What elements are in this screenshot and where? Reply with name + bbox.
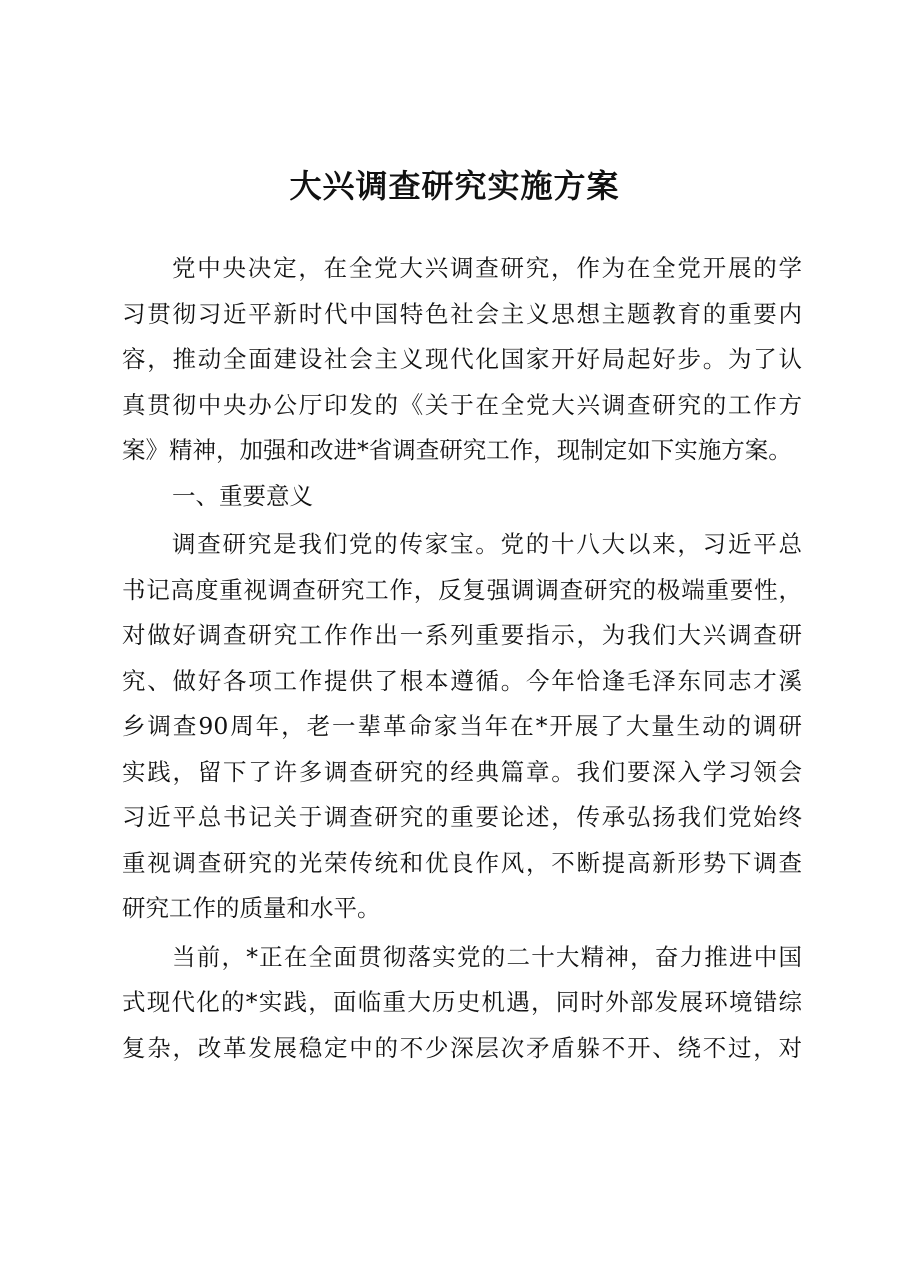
paragraph-current-situation — [122, 935, 802, 1072]
section-heading — [122, 474, 802, 520]
heading-line: 一、重要意义 — [172, 481, 313, 510]
text-line: 对做好调查研究工作作出一系列重要指示，为我们大兴调查研 — [122, 621, 802, 649]
text-line: 实践，留下了许多调查研究的经典篇章。我们要深入学习领会 — [122, 757, 802, 786]
text-line: 容，推动全面建设社会主义现代化国家开好局起好步。为了认 — [122, 345, 802, 373]
paragraph-significance — [122, 522, 802, 932]
text-line: 式现代化的*实践，面临重大历史机遇，同时外部发展环境错综 — [122, 988, 802, 1016]
text-line: 真贯彻中央办公厅印发的《关于在全党大兴调查研究的工作方 — [122, 390, 802, 419]
text-line: 乡调查90周年，老一辈革命家当年在*开展了大量生动的调研 — [122, 712, 802, 740]
text-line: 案》精神，加强和改进*省调查研究工作，现制定如下实施方案。 — [122, 436, 792, 464]
text-line: 党中央决定，在全党大兴调查研究，作为在全党开展的学 — [172, 254, 802, 282]
document-title: 大兴调查研究实施方案 — [289, 167, 620, 205]
text-line: 当前，*正在全面贯彻落实党的二十大精神，奋力推进中国 — [172, 942, 802, 971]
text-line: 调查研究是我们党的传家宝。党的十八大以来，习近平总 — [172, 530, 802, 558]
text-line: 研究工作的质量和水平。 — [122, 894, 381, 922]
paragraph-intro — [122, 246, 802, 474]
text-line: 究、做好各项工作提供了根本遵循。今年恰逢毛泽东同志才溪 — [122, 666, 802, 695]
document-body — [122, 246, 802, 1071]
text-line: 书记高度重视调查研究工作，反复强调调查研究的极端重要性， — [122, 575, 802, 604]
text-line: 习近平总书记关于调查研究的重要论述，传承弘扬我们党始终 — [122, 803, 802, 831]
text-line: 重视调查研究的光荣传统和优良作风，不断提高新形势下调查 — [122, 848, 802, 877]
text-line: 习贯彻习近平新时代中国特色社会主义思想主题教育的重要内 — [122, 299, 802, 328]
text-line: 复杂，改革发展稳定中的不少深层次矛盾躲不开、绕不过，对 — [122, 1033, 802, 1062]
